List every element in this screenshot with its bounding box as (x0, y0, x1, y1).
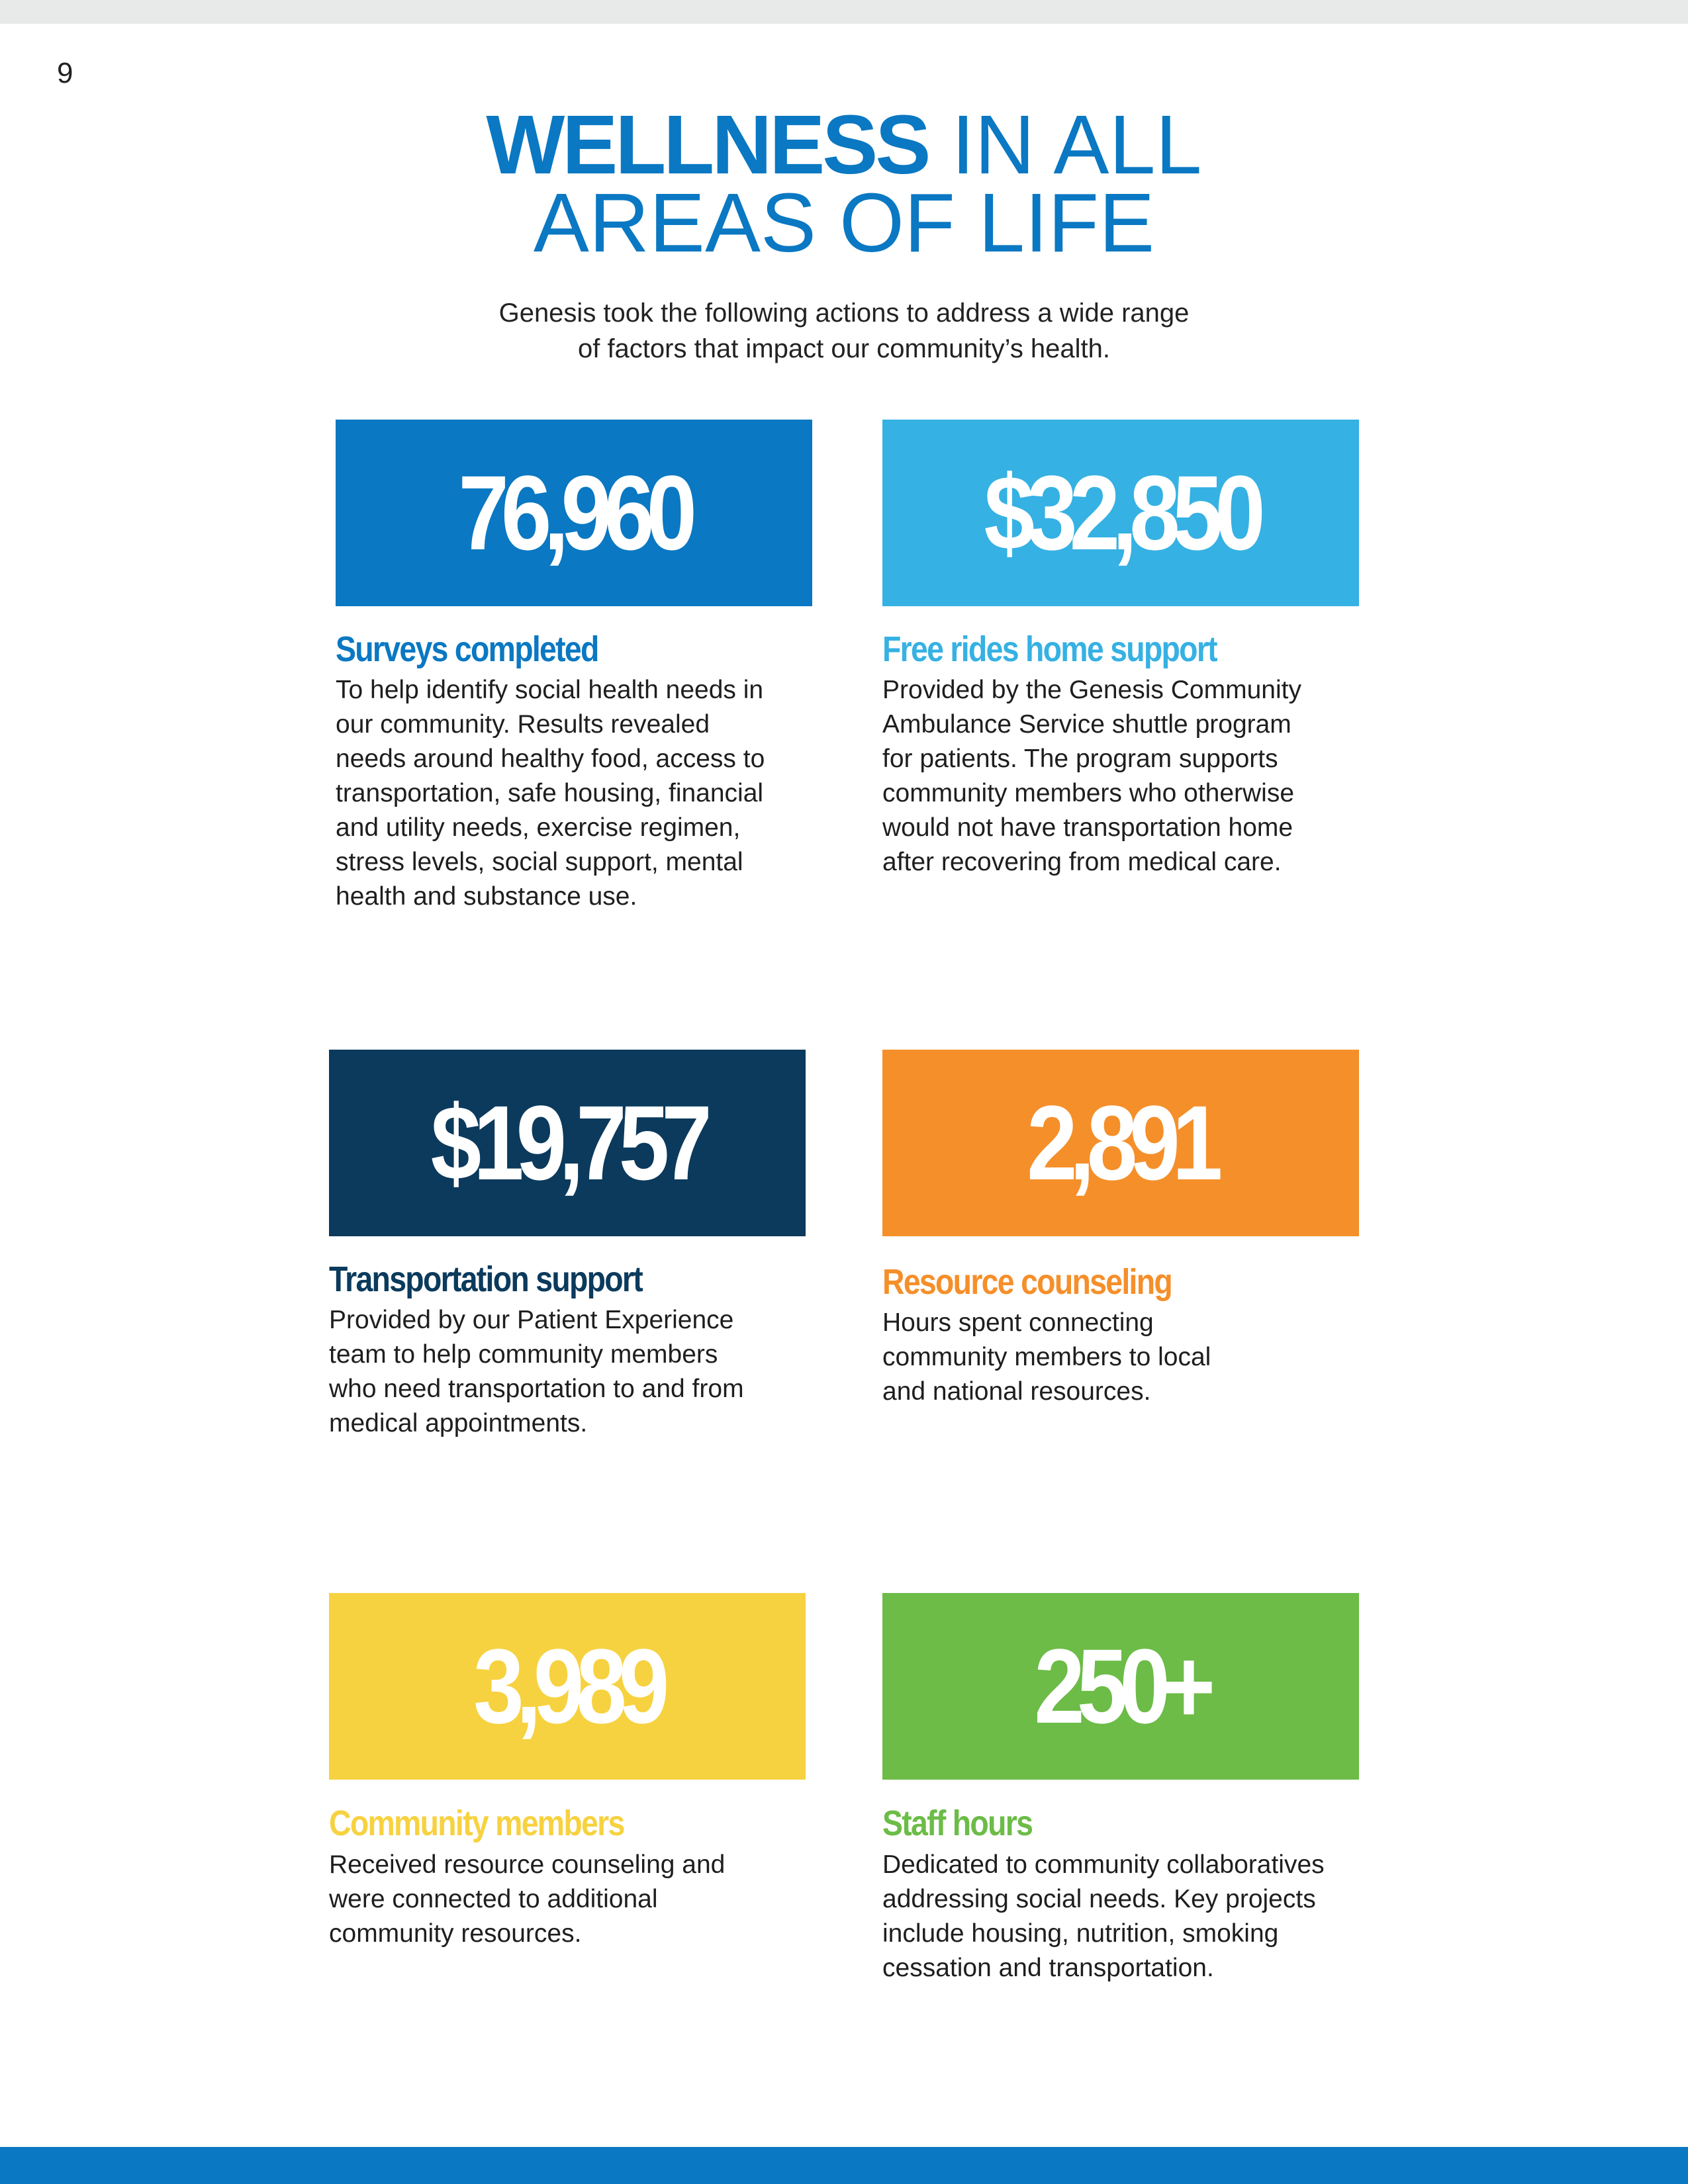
stat-box-free-rides (882, 420, 1359, 606)
bottom-bar (0, 2147, 1688, 2184)
stat-box-staff-hours (882, 1593, 1359, 1780)
stat-value: $32,850 (984, 453, 1258, 572)
description-line: addressing social needs. Key projects (882, 1885, 1316, 1913)
intro-text (0, 295, 1688, 367)
stat-heading: Resource counseling (882, 1262, 1172, 1302)
description-line: who need transportation to and from (329, 1375, 744, 1403)
intro-line: Genesis took the following actions to address a wide range (498, 298, 1190, 328)
title-line-2: AREAS OF LIFE (533, 176, 1155, 269)
description-line: Ambulance Service shuttle program (882, 710, 1291, 739)
description-line: health and substance use. (336, 882, 637, 911)
stat-description (329, 1303, 806, 1441)
stat-description (329, 1848, 806, 1951)
description-line: community members who otherwise (882, 779, 1295, 807)
title-line-1-rest: IN ALL (928, 98, 1202, 191)
stat-value: 3,989 (473, 1627, 662, 1745)
stat-value: 76,960 (458, 453, 690, 572)
description-line: community resources. (329, 1919, 582, 1948)
page-number: 9 (57, 57, 73, 89)
stat-heading: Surveys completed (336, 629, 598, 669)
description-line: after recovering from medical care. (882, 848, 1282, 876)
description-line: our community. Results revealed (336, 710, 710, 739)
stat-heading: Staff hours (882, 1803, 1033, 1843)
stat-description (336, 673, 812, 914)
stat-value: 250+ (1034, 1627, 1207, 1745)
stat-description (882, 1306, 1359, 1409)
description-line: Provided by our Patient Experience (329, 1306, 734, 1334)
description-line: and national resources. (882, 1377, 1151, 1406)
stat-box-community-members (329, 1593, 806, 1780)
stat-description (882, 1848, 1359, 1985)
top-bar (0, 0, 1688, 24)
description-line: for patients. The program supports (882, 745, 1278, 773)
description-line: Hours spent connecting (882, 1308, 1154, 1337)
stat-description (882, 673, 1359, 880)
description-line: and utility needs, exercise regimen, (336, 813, 741, 842)
description-line: Provided by the Genesis Community (882, 676, 1301, 704)
description-line: transportation, safe housing, financial (336, 779, 764, 807)
description-line: Received resource counseling and (329, 1850, 726, 1879)
page-title (0, 98, 1688, 269)
intro-line: of factors that impact our community’s health. (577, 334, 1111, 363)
description-line: needs around healthy food, access to (336, 745, 765, 773)
stat-heading: Community members (329, 1803, 624, 1843)
description-line: To help identify social health needs in (336, 676, 764, 704)
description-line: include housing, nutrition, smoking (882, 1919, 1279, 1948)
stat-heading: Free rides home support (882, 629, 1217, 669)
stat-box-surveys (336, 420, 812, 606)
description-line: were connected to additional (329, 1885, 658, 1913)
title-line-1 (0, 98, 1688, 191)
stat-value: $19,757 (430, 1083, 704, 1202)
description-line: medical appointments. (329, 1409, 588, 1437)
description-line: team to help community members (329, 1340, 718, 1369)
description-line: would not have transportation home (882, 813, 1293, 842)
stat-box-resource-counseling (882, 1050, 1359, 1236)
description-line: Dedicated to community collaboratives (882, 1850, 1325, 1879)
description-line: stress levels, social support, mental (336, 848, 743, 876)
title-bold-word: WELLNESS (486, 98, 929, 191)
stat-value: 2,891 (1026, 1083, 1215, 1202)
stat-box-transportation (329, 1050, 806, 1236)
description-line: community members to local (882, 1343, 1211, 1371)
stat-heading: Transportation support (329, 1259, 642, 1299)
description-line: cessation and transportation. (882, 1954, 1214, 1982)
